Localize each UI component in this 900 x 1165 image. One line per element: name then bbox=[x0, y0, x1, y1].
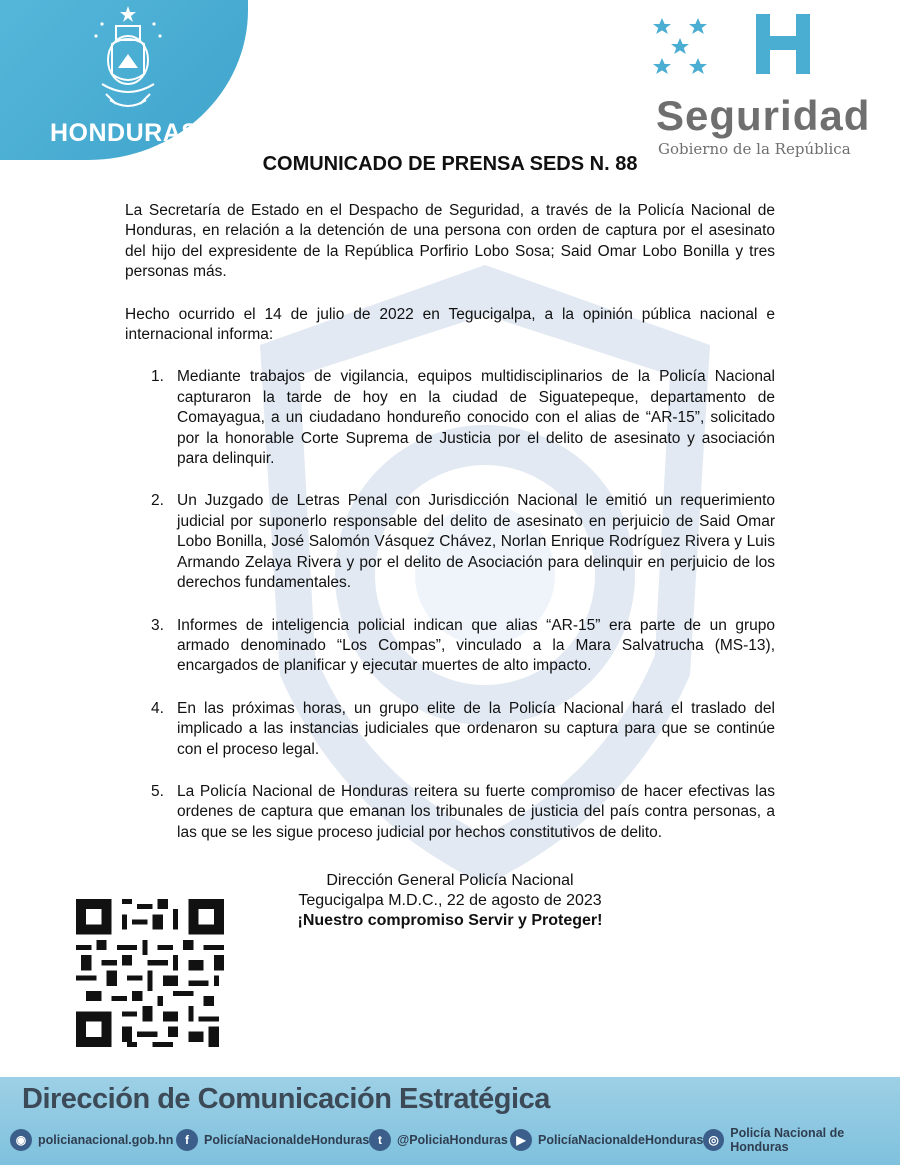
document-title: COMUNICADO DE PRENSA SEDS N. 88 bbox=[262, 153, 638, 175]
list-item: 3. Informes de inteligencia policial indican que alias “AR-15” era parte de un grupo armado denominado “Los Compas”, vinculado a la Mara Salvatrucha (MS-13), encargados de planificar y ejecutar muertes de alto impacto. bbox=[151, 616, 775, 675]
signature-block bbox=[250, 871, 650, 931]
social-link-youtube[interactable]: ▶ PolicíaNacionaldeHonduras bbox=[510, 1125, 703, 1155]
youtube-icon: ▶ bbox=[510, 1129, 532, 1151]
social-link-facebook[interactable]: f PolicíaNacionaldeHonduras bbox=[176, 1125, 369, 1155]
seguridad-logo bbox=[652, 10, 897, 160]
signature-line-2: Tegucigalpa M.D.C., 22 de agosto de 2023 bbox=[298, 892, 602, 909]
list-item: 5. La Policía Nacional de Honduras reitera su fuerte compromiso de hacer efectivas las ordenes de captura que emanan los tribunales de justicia del país contra personas, a las que se les sigue proceso judicial por hechos constitutivos de delito. bbox=[151, 782, 775, 841]
seguridad-wordmark: Seguridad bbox=[656, 92, 871, 139]
qr-code-icon[interactable] bbox=[76, 899, 224, 1047]
signature-motto: ¡Nuestro compromiso Servir y Proteger! bbox=[297, 912, 603, 929]
social-link-web[interactable]: ◉ policianacional.gob.hn bbox=[10, 1125, 173, 1155]
social-link-twitter[interactable]: t @PoliciaHonduras bbox=[369, 1125, 508, 1155]
numbered-list bbox=[125, 367, 775, 843]
footer-title: Dirección de Comunicación Estratégica bbox=[22, 1083, 550, 1115]
five-stars-icon bbox=[652, 16, 748, 80]
signature-line-1: Dirección General Policía Nacional bbox=[326, 872, 574, 889]
social-link-instagram[interactable]: ◎ Policía Nacional de Honduras bbox=[703, 1125, 900, 1155]
honduras-crest-icon bbox=[82, 4, 174, 116]
h-letter-icon bbox=[752, 12, 814, 76]
intro-paragraph: La Secretaría de Estado en el Despacho de Seguridad, a través de la Policía Nacional de Honduras, en relación a la detención de una persona con orden de captura por el asesinato del hijo del expresidente de la República Porfirio Lobo Sosa; Said Omar Lobo Bonilla y tres personas más. bbox=[125, 202, 775, 281]
list-item: 1. Mediante trabajos de vigilancia, equipos multidisciplinarios de la Policía Nacional capturaron la tarde de hoy en la ciudad de Siguatepeque, departamento de Comayagua, a un ciudadano hondureño conocido con el alias de “AR-15”, solicitado por la honorable Corte Suprema de Justicia por el delito de asesinato y asociación para delinquir. bbox=[151, 368, 775, 468]
header-blue-shape bbox=[0, 0, 248, 160]
facebook-icon: f bbox=[176, 1129, 198, 1151]
honduras-label: HONDURAS bbox=[50, 119, 199, 147]
instagram-icon: ◎ bbox=[703, 1129, 724, 1151]
gobierno-subtitle: Gobierno de la República bbox=[658, 140, 851, 158]
list-item: 2. Un Juzgado de Letras Penal con Jurisdicción Nacional le emitió un requerimiento judicial por suponerlo responsable del delito de asesinato en perjuicio de Said Omar Lobo Bonilla, José Salomón Vásquez Chávez, Norlan Enrique Rodríguez Rivera y Luis Armando Zelaya Rivera y por el delito de Asociación para delinquir en perjuicio de los derechos fundamentales. bbox=[151, 492, 775, 592]
footer-bar bbox=[0, 1077, 900, 1165]
document-body bbox=[125, 201, 775, 865]
globe-icon: ◉ bbox=[10, 1129, 32, 1151]
twitter-icon: t bbox=[369, 1129, 391, 1151]
list-item: 4. En las próximas horas, un grupo elite de la Policía Nacional hará el traslado del implicado a las instancias judiciales que ordenaron su captura para que se continúe con el proceso legal. bbox=[151, 699, 775, 758]
context-paragraph: Hecho ocurrido el 14 de julio de 2022 en Tegucigalpa, a la opinión pública nacional e internacional informa: bbox=[125, 305, 775, 344]
social-links bbox=[0, 1125, 900, 1155]
